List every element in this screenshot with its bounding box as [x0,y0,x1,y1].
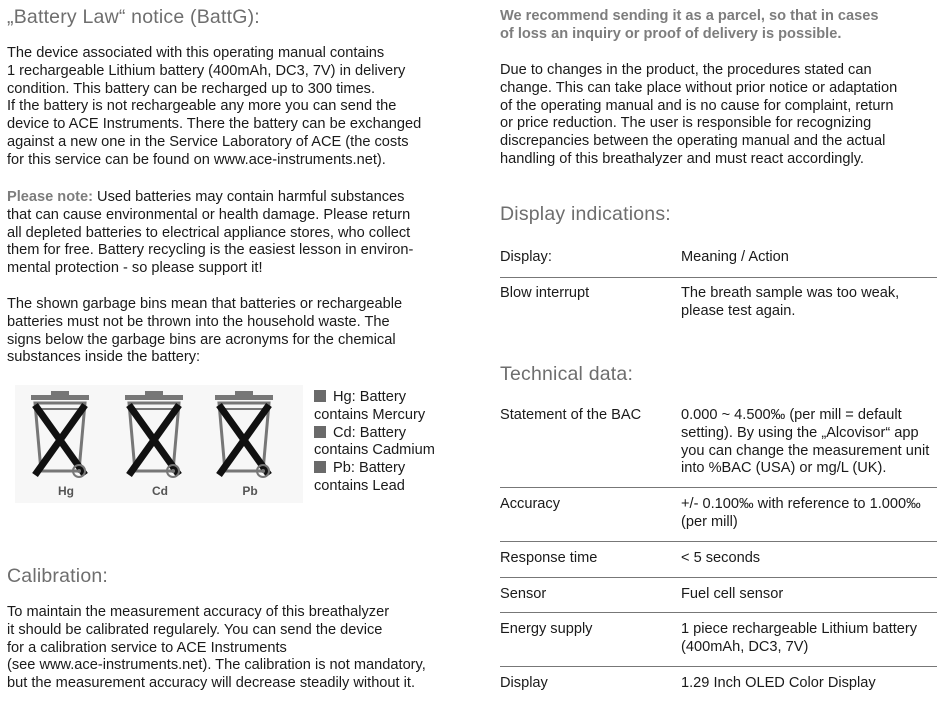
battery-paragraph: The device associated with this operating manual contains 1 rechargeable Lithium battery (400mAh, DC3, 7V) in delivery condition. This battery can be recharged up to 300 times. If the battery is not rechargeable any more you can send the device to ACE Instruments. There the battery can be exchanged against a new one in the Service Laboratory of ACE (the costs for this service can be found on www.ace-instruments.net). [7,45,422,168]
tech-label: Display [500,674,548,691]
calibration-heading: Calibration: [7,565,109,587]
table-row [500,407,937,488]
bin-label-hg: Hg [58,484,74,498]
tech-label: Statement of the BAC [500,407,681,488]
product-changes-paragraph: Due to changes in the product, the procedures stated can change. This can take place without prior notice or adaptation of the operating manual and is no cause for complaint, return or price reduction. The user is responsible for recognizing discrepancies between the operating manual and the actual handling of this breathalyzer and must react accordingly. [500,62,898,167]
tech-label: Energy supply [500,613,681,667]
display-indications-table [500,249,937,320]
header-display: Display: [500,249,681,277]
table-row [500,577,937,613]
calibration-paragraph: To maintain the measurement accuracy of this breathalyzer it should be calibrated regularely. You can send the device for a calibration service to ACE Instruments (see www.ace-instruments.net). The calibration is not mandatory, but the measurement accuracy will decrease steadily without it. [7,604,426,692]
legend-item-hg: Hg: Battery [314,389,454,407]
please-note-label: Please note: [7,189,93,205]
legend-square-icon [314,461,326,473]
header-meaning: Meaning / Action [681,249,937,277]
technical-data-heading: Technical data: [500,363,634,385]
please-note-paragraph [7,189,452,278]
legend-item-hg-desc: contains Mercury [314,406,426,423]
please-note-text: Used batteries may contain harmful substances that can cause environmental or health damage. Please return all depleted batteries to electrical appliance stores, who collect them for free. Battery recycling is the easiest lesson in environ- mental protection - so please support it! [7,189,414,277]
tech-label: Accuracy [500,488,681,542]
bin-label-cd: Cd [152,484,168,498]
legend-square-icon [314,390,326,402]
garbage-bins-figure [15,385,303,503]
display-cell: Blow interrupt [500,284,590,301]
legend-item-pb-desc: contains Lead [314,477,405,494]
tech-value: Fuel cell sensor [681,577,937,613]
table-row [500,613,937,667]
meaning-cell: The breath sample was too weak, please test again. [681,284,900,319]
parcel-recommendation: We recommend sending it as a parcel, so that in cases of loss an inquiry or proof of delivery is possible. [500,8,879,42]
battery-law-heading: „Battery Law“ notice (BattG): [7,6,260,28]
legend-square-icon [314,426,326,438]
tech-label: Response time [500,541,681,577]
garbage-bins-paragraph: The shown garbage bins mean that batteries or rechargeable batteries must not be thrown into the household waste. The signs below the garbage bins are acronyms for the chemical substances inside the battery: [7,296,403,366]
tech-value: +/- 0.100‰ with reference to 1.000‰ (per mill) [681,488,937,542]
table-row [500,541,937,577]
display-indications-heading: Display indications: [500,203,671,225]
table-row [500,488,937,542]
tech-value: < 5 seconds [681,541,937,577]
tech-value: 0.000 ~ 4.500‰ (per mill = default setting). By using the „Alcovisor“ app you can change the measurement unit into %BAC (USA) or mg/L (UK). [681,407,937,488]
tech-label: Sensor [500,577,681,613]
legend-item-cd-desc: contains Cadmium [314,442,435,459]
technical-data-table [500,407,937,693]
table-header-row [500,249,937,277]
bin-label-pb: Pb [242,484,258,498]
legend-item-cd: Cd: Battery [314,425,454,443]
tech-value: 1.29 Inch OLED Color Display [681,674,876,691]
chemical-legend [314,389,454,496]
table-row [500,666,937,692]
legend-item-pb: Pb: Battery [314,460,454,478]
tech-value: 1 piece rechargeable Lithium battery (400mAh, DC3, 7V) [681,613,937,667]
table-row [500,277,937,320]
